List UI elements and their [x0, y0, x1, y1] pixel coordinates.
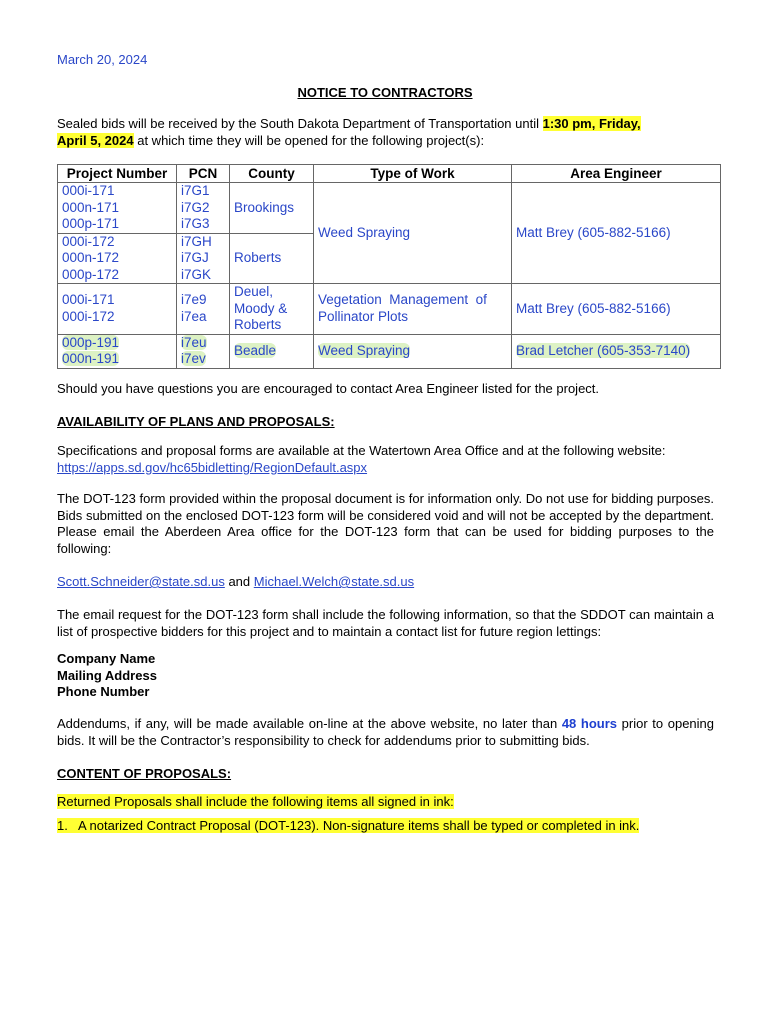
pcn-cell — [177, 334, 230, 368]
intro-text-after: at which time they will be opened for the following project(s): — [133, 132, 485, 148]
project-numbers-cell — [58, 233, 177, 284]
pcn-value: i7e9 — [181, 292, 207, 308]
project-number: 000i-171 — [62, 183, 115, 198]
project-number: 000p-172 — [62, 266, 120, 282]
project-number: 000i-172 — [62, 233, 115, 249]
header-type-of-work: Type of Work — [314, 165, 512, 183]
engineer-value: Brad Letcher (605-353-7140) — [516, 342, 691, 358]
pcn-value: i7eu — [181, 334, 207, 350]
project-number: 000n-172 — [62, 250, 120, 265]
questions-paragraph: Should you have questions you are encouraged to contact Area Engineer listed for the project. — [57, 381, 600, 396]
proposal-item-1 — [57, 818, 714, 835]
projects-table — [57, 164, 721, 369]
email-link-michael[interactable]: Michael.Welch@state.sd.us — [253, 574, 415, 589]
header-county: County — [230, 165, 314, 183]
proposal-item-1-text: 1. A notarized Contract Proposal (DOT-123). Non-signature items shall be typed or completed in ink. — [57, 818, 640, 833]
addenda-hours: 48 hours — [561, 716, 618, 731]
project-number: 000n-171 — [62, 199, 120, 215]
county-cell: Roberts — [230, 233, 314, 284]
header-area-engineer: Area Engineer — [512, 165, 721, 183]
notice-date: March 20, 2024 — [57, 52, 148, 67]
table-header-row — [58, 165, 721, 183]
table-row — [58, 284, 721, 335]
addenda-paragraph — [57, 716, 714, 749]
county-line: Deuel, — [234, 284, 274, 299]
email-link-scott[interactable]: Scott.Schneider@state.sd.us — [57, 574, 225, 589]
bid-letting-link[interactable]: https://apps.sd.gov/hc65bidletting/RegionDefault.aspx — [57, 459, 368, 475]
content-heading: CONTENT OF PROPOSALS: — [57, 766, 232, 781]
pcn-cell — [177, 284, 230, 335]
pcn-cell — [177, 183, 230, 234]
header-project-number: Project Number — [58, 165, 177, 183]
email-paragraph — [57, 574, 714, 591]
area-engineer-cell: Matt Brey (605-882-5166) — [512, 183, 721, 284]
type-of-work-cell — [314, 284, 512, 335]
project-numbers-cell — [58, 284, 177, 335]
project-number: 000i-171 — [62, 292, 115, 308]
type-of-work-cell: Weed Spraying — [314, 183, 512, 284]
specifications-text: Specifications and proposal forms are available at the Watertown Area Office and at the following website: — [57, 443, 666, 458]
bid-time-highlight-1: 1:30 pm, Friday, — [542, 116, 641, 131]
project-number: 000p-191 — [62, 334, 120, 350]
pcn-value: i7ea — [181, 308, 207, 324]
county-cell: Brookings — [230, 183, 314, 234]
work-line: Vegetation Management of — [318, 292, 487, 308]
contact-item-phone: Phone Number — [57, 684, 150, 699]
addenda-text-after: prior to opening bids. It will be the Contractor’s responsibility to check for addendums prior to submitting bids. — [57, 716, 715, 748]
header-pcn: PCN — [177, 165, 230, 183]
pcn-cell — [177, 233, 230, 284]
pcn-value: i7GH — [181, 233, 212, 249]
project-number: 000n-191 — [62, 351, 120, 366]
specifications-paragraph — [57, 443, 714, 476]
pcn-value: i7GK — [181, 266, 212, 282]
project-number: 000p-171 — [62, 216, 120, 231]
type-of-work-cell — [314, 334, 512, 368]
and-text: and — [224, 574, 254, 589]
county-value: Beadle — [234, 342, 277, 358]
pcn-value: i7GJ — [181, 250, 209, 265]
pcn-value: i7G3 — [181, 216, 210, 231]
table-row — [58, 334, 721, 368]
project-numbers-cell — [58, 334, 177, 368]
returned-proposals-paragraph — [57, 794, 714, 811]
county-line: Moody & — [234, 300, 288, 316]
table-row — [58, 183, 721, 234]
dot-123-paragraph: The DOT-123 form provided within the proposal document is for information only. Do not use for bidding purposes. Bids submitted on the enclosed DOT-123 form will be considered void and will not be accepted by the department. Please email the Aberdeen Area office for the DOT-123 form that can be used for bidding purposes to the following: — [57, 491, 714, 556]
pcn-value: i7G1 — [181, 183, 210, 198]
area-engineer-cell — [512, 334, 721, 368]
work-value: Weed Spraying — [318, 342, 411, 358]
intro-text-before: Sealed bids will be received by the South Dakota Department of Transportation until — [57, 116, 543, 131]
bid-time-highlight-2: April 5, 2024 — [57, 132, 134, 148]
returned-proposals-text: Returned Proposals shall include the following items all signed in ink: — [57, 794, 454, 809]
project-number: 000i-172 — [62, 308, 115, 324]
county-cell — [230, 284, 314, 335]
availability-heading: AVAILABILITY OF PLANS AND PROPOSALS: — [57, 414, 335, 429]
county-cell — [230, 334, 314, 368]
work-line: Pollinator Plots — [318, 308, 409, 324]
project-numbers-cell — [58, 183, 177, 234]
county-line: Roberts — [234, 317, 282, 332]
addenda-text-before: Addendums, if any, will be made available on-line at the above website, no later than — [57, 716, 562, 731]
notice-title: NOTICE TO CONTRACTORS — [297, 85, 473, 100]
request-paragraph: The email request for the DOT-123 form shall include the following information, so that the SDDOT can maintain a list of prospective bidders for this project and to maintain a contact list for future region lettings: — [57, 607, 714, 639]
contact-info-list — [57, 651, 157, 701]
area-engineer-cell: Matt Brey (605-882-5166) — [512, 284, 721, 335]
pcn-value: i7ev — [181, 351, 206, 366]
contact-item-company: Company Name — [57, 651, 156, 666]
intro-paragraph — [57, 116, 714, 149]
contact-item-address: Mailing Address — [57, 667, 157, 683]
pcn-value: i7G2 — [181, 199, 210, 215]
